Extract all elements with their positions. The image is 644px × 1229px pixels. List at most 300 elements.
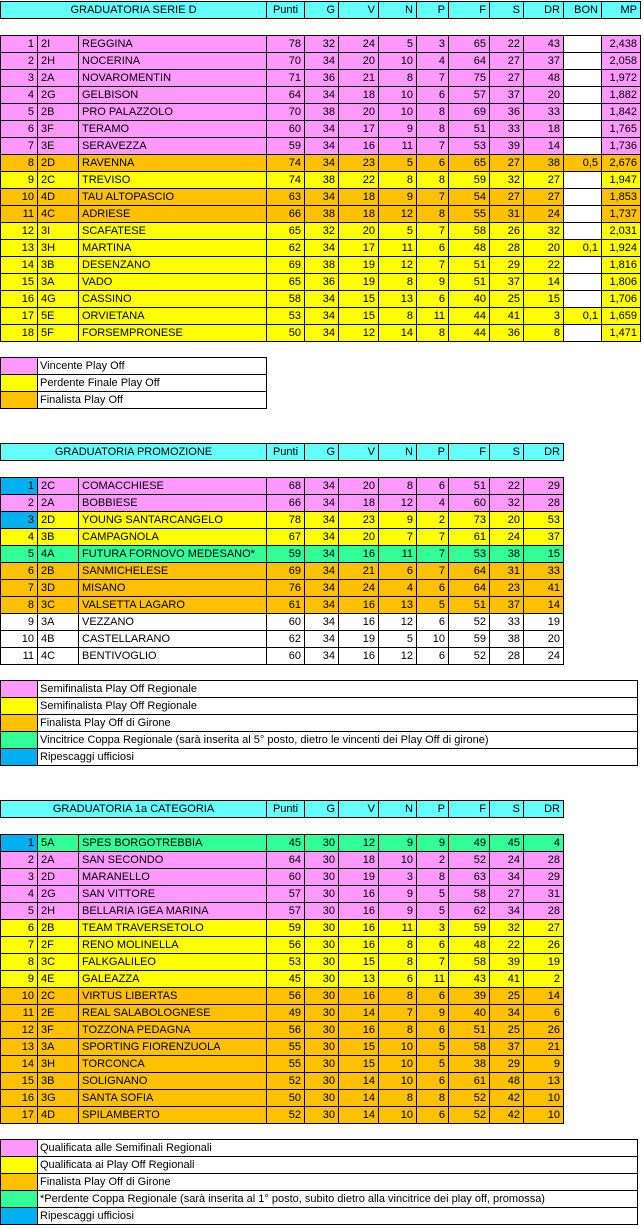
stat-cell: 14 [524, 597, 564, 614]
stat-cell: 1,842 [602, 104, 641, 121]
legend-item [1, 1208, 638, 1225]
group-code-cell: 2D [38, 512, 79, 529]
stat-cell: 42 [490, 1090, 524, 1107]
stat-cell: 30 [305, 971, 339, 988]
legend-swatch [1, 681, 38, 698]
stat-cell: 51 [449, 274, 490, 291]
rank-cell: 16 [1, 1090, 38, 1107]
group-code-cell: 4A [38, 546, 79, 563]
legend-item [1, 749, 638, 766]
promozione-legend [0, 680, 638, 766]
stat-cell: 6 [417, 1022, 449, 1039]
stat-cell: 9 [524, 1056, 564, 1073]
stat-cell: 57 [449, 87, 490, 104]
legend-item [1, 1140, 638, 1157]
stat-cell [564, 121, 602, 138]
stat-cell: 8 [379, 937, 417, 954]
stat-cell: 6 [379, 971, 417, 988]
stat-cell: 6 [417, 478, 449, 495]
legend-item [1, 392, 267, 409]
stat-cell: 10 [379, 1056, 417, 1073]
stat-cell: 20 [524, 631, 564, 648]
stat-cell: 1,882 [602, 87, 641, 104]
column-header: N [379, 444, 417, 461]
table-row [1, 1107, 564, 1124]
stat-cell: 6 [417, 580, 449, 597]
stat-cell: 65 [449, 36, 490, 53]
column-header: P [417, 801, 449, 818]
table-row [1, 1039, 564, 1056]
stat-cell: 56 [267, 1022, 305, 1039]
rank-cell: 8 [1, 155, 38, 172]
legend-swatch [1, 1208, 38, 1225]
table-row [1, 563, 564, 580]
stat-cell: 22 [490, 36, 524, 53]
stat-cell: 1,736 [602, 138, 641, 155]
stat-cell: 57 [267, 886, 305, 903]
stat-cell: 27 [524, 189, 564, 206]
stat-cell: 59 [267, 546, 305, 563]
stat-cell: 65 [449, 155, 490, 172]
legend-text: Qualificata alle Semifinali Regionali [38, 1140, 638, 1157]
stat-cell: 48 [524, 70, 564, 87]
rank-cell: 2 [1, 852, 38, 869]
stat-cell: 10 [379, 53, 417, 70]
legend-swatch [1, 1140, 38, 1157]
stat-cell: 13 [379, 597, 417, 614]
legend-item [1, 732, 638, 749]
stat-cell: 64 [449, 563, 490, 580]
rank-cell: 10 [1, 189, 38, 206]
table-row [1, 240, 641, 257]
stat-cell: 7 [417, 257, 449, 274]
stat-cell: 0,5 [564, 155, 602, 172]
stat-cell: 59 [449, 920, 490, 937]
group-code-cell: 5E [38, 308, 79, 325]
stat-cell: 5 [417, 886, 449, 903]
rank-cell: 11 [1, 206, 38, 223]
column-header: S [490, 801, 524, 818]
table-row [1, 325, 641, 342]
team-name-cell: FALKGALILEO [79, 954, 267, 971]
stat-cell: 34 [305, 563, 339, 580]
stat-cell: 6 [417, 937, 449, 954]
column-header: DR [524, 2, 564, 19]
stat-cell: 15 [339, 308, 379, 325]
stat-cell: 2 [417, 512, 449, 529]
legend-text: Semifinalista Play Off Regionale [38, 681, 638, 698]
group-code-cell: 4D [38, 189, 79, 206]
stat-cell: 31 [490, 206, 524, 223]
group-code-cell: 3F [38, 121, 79, 138]
table-row [1, 903, 564, 920]
stat-cell: 37 [490, 597, 524, 614]
stat-cell [564, 138, 602, 155]
table-row [1, 920, 564, 937]
stat-cell [564, 172, 602, 189]
team-name-cell: MARTINA [79, 240, 267, 257]
group-code-cell: 2H [38, 903, 79, 920]
column-header: S [490, 2, 524, 19]
stat-cell: 24 [490, 529, 524, 546]
stat-cell: 26 [524, 1022, 564, 1039]
rank-cell: 6 [1, 920, 38, 937]
team-name-cell: GALEAZZA [79, 971, 267, 988]
team-name-cell: TREVISO [79, 172, 267, 189]
table-row [1, 291, 641, 308]
rank-cell: 10 [1, 988, 38, 1005]
stat-cell: 61 [449, 529, 490, 546]
group-code-cell: 3C [38, 597, 79, 614]
stat-cell: 33 [524, 563, 564, 580]
stat-cell: 6 [379, 563, 417, 580]
prima-categoria-legend [0, 1139, 638, 1225]
group-code-cell: 2G [38, 886, 79, 903]
stat-cell: 52 [449, 1107, 490, 1124]
stat-cell: 15 [339, 1056, 379, 1073]
legend-text: Vincitrice Coppa Regionale (sarà inserita al 5° posto, dietro le vincenti dei Play Off di girone) [38, 732, 638, 749]
stat-cell: 8 [379, 1090, 417, 1107]
stat-cell: 7 [417, 223, 449, 240]
stat-cell: 1,806 [602, 274, 641, 291]
group-code-cell: 3H [38, 1056, 79, 1073]
team-name-cell: SANMICHELESE [79, 563, 267, 580]
stat-cell: 22 [339, 172, 379, 189]
stat-cell: 39 [490, 138, 524, 155]
stat-cell: 38 [490, 631, 524, 648]
stat-cell: 12 [379, 614, 417, 631]
stat-cell [564, 223, 602, 240]
rank-cell: 1 [1, 36, 38, 53]
group-code-cell: 4G [38, 291, 79, 308]
column-header: DR [524, 801, 564, 818]
team-name-cell: FUTURA FORNOVO MEDESANO* [79, 546, 267, 563]
table-row [1, 104, 641, 121]
spacer-row [1, 461, 564, 478]
stat-cell: 58 [449, 1039, 490, 1056]
stat-cell: 39 [449, 988, 490, 1005]
team-name-cell: SOLIGNANO [79, 1073, 267, 1090]
stat-cell: 33 [524, 104, 564, 121]
column-header: V [339, 2, 379, 19]
stat-cell: 8 [417, 104, 449, 121]
table-row [1, 1005, 564, 1022]
stat-cell: 16 [339, 886, 379, 903]
legend-swatch [1, 358, 38, 375]
stat-cell: 5 [379, 36, 417, 53]
group-code-cell: 2D [38, 869, 79, 886]
stat-cell: 24 [339, 580, 379, 597]
stat-cell: 52 [267, 1073, 305, 1090]
table-row [1, 886, 564, 903]
stat-cell: 43 [449, 971, 490, 988]
stat-cell: 30 [305, 988, 339, 1005]
team-name-cell: VADO [79, 274, 267, 291]
stat-cell: 32 [490, 172, 524, 189]
stat-cell: 31 [490, 563, 524, 580]
team-name-cell: VALSETTA LAGARO [79, 597, 267, 614]
stat-cell: 1,706 [602, 291, 641, 308]
stat-cell: 30 [305, 954, 339, 971]
stat-cell: 56 [267, 988, 305, 1005]
stat-cell: 31 [524, 886, 564, 903]
stat-cell: 64 [449, 580, 490, 597]
stat-cell: 28 [524, 495, 564, 512]
rank-cell: 12 [1, 1022, 38, 1039]
rank-cell: 2 [1, 53, 38, 70]
stat-cell: 48 [449, 240, 490, 257]
stat-cell: 8 [379, 988, 417, 1005]
stat-cell: 45 [490, 835, 524, 852]
group-code-cell: 3A [38, 274, 79, 291]
stat-cell: 30 [305, 835, 339, 852]
stat-cell: 24 [524, 206, 564, 223]
spacer-cell [1, 461, 564, 478]
team-name-cell: TORCONCA [79, 1056, 267, 1073]
stat-cell: 34 [305, 631, 339, 648]
stat-cell: 6 [417, 1073, 449, 1090]
stat-cell: 2 [417, 852, 449, 869]
table-row [1, 189, 641, 206]
stat-cell: 4 [379, 580, 417, 597]
stat-cell: 8 [417, 869, 449, 886]
stat-cell: 33 [490, 121, 524, 138]
stat-cell: 34 [305, 240, 339, 257]
table-row [1, 835, 564, 852]
rank-cell: 8 [1, 597, 38, 614]
rank-cell: 16 [1, 291, 38, 308]
team-name-cell: SCAFATESE [79, 223, 267, 240]
team-name-cell: MARANELLO [79, 869, 267, 886]
stat-cell: 30 [305, 937, 339, 954]
group-code-cell: 3B [38, 529, 79, 546]
stat-cell: 10 [379, 852, 417, 869]
stat-cell: 23 [339, 155, 379, 172]
table-row [1, 546, 564, 563]
stat-cell: 66 [267, 206, 305, 223]
stat-cell: 34 [490, 1005, 524, 1022]
stat-cell: 76 [267, 580, 305, 597]
group-code-cell: 3E [38, 138, 79, 155]
stat-cell: 74 [267, 172, 305, 189]
stat-cell: 52 [449, 648, 490, 665]
stat-cell: 33 [490, 614, 524, 631]
table-row [1, 1056, 564, 1073]
rank-cell: 4 [1, 886, 38, 903]
stat-cell: 34 [305, 478, 339, 495]
stat-cell: 28 [490, 648, 524, 665]
rank-cell: 18 [1, 325, 38, 342]
table-row [1, 308, 641, 325]
group-code-cell: 4B [38, 631, 79, 648]
stat-cell: 38 [524, 155, 564, 172]
table-row [1, 87, 641, 104]
stat-cell: 26 [524, 937, 564, 954]
rank-cell: 1 [1, 835, 38, 852]
stat-cell: 9 [379, 512, 417, 529]
rank-cell: 9 [1, 172, 38, 189]
rank-cell: 14 [1, 1056, 38, 1073]
rank-cell: 17 [1, 1107, 38, 1124]
rank-cell: 11 [1, 1005, 38, 1022]
stat-cell: 53 [524, 512, 564, 529]
stat-cell: 62 [449, 903, 490, 920]
stat-cell: 16 [339, 546, 379, 563]
stat-cell: 5 [379, 631, 417, 648]
table-row [1, 852, 564, 869]
stat-cell: 30 [305, 886, 339, 903]
stat-cell: 1,924 [602, 240, 641, 257]
group-code-cell: 2C [38, 478, 79, 495]
stat-cell: 48 [449, 937, 490, 954]
stat-cell: 30 [305, 1039, 339, 1056]
team-name-cell: REGGINA [79, 36, 267, 53]
stat-cell: 4 [417, 53, 449, 70]
stat-cell: 1,853 [602, 189, 641, 206]
column-header: BON [564, 2, 602, 19]
stat-cell: 5 [379, 223, 417, 240]
rank-cell: 7 [1, 138, 38, 155]
column-header: N [379, 801, 417, 818]
rank-cell: 12 [1, 223, 38, 240]
stat-cell: 78 [267, 512, 305, 529]
stat-cell: 34 [305, 53, 339, 70]
group-code-cell: 4C [38, 206, 79, 223]
stat-cell: 7 [417, 189, 449, 206]
stat-cell: 14 [339, 1090, 379, 1107]
stat-cell: 64 [449, 53, 490, 70]
stat-cell: 15 [524, 291, 564, 308]
stat-cell: 34 [305, 529, 339, 546]
stat-cell: 27 [490, 886, 524, 903]
table-row [1, 138, 641, 155]
stat-cell: 32 [305, 36, 339, 53]
table-row [1, 257, 641, 274]
rank-cell: 7 [1, 937, 38, 954]
stat-cell [564, 53, 602, 70]
column-header: S [490, 444, 524, 461]
stat-cell: 2,058 [602, 53, 641, 70]
legend-item [1, 1157, 638, 1174]
legend-item [1, 698, 638, 715]
stat-cell: 8 [379, 954, 417, 971]
table-row [1, 155, 641, 172]
stat-cell: 15 [339, 1039, 379, 1056]
column-header: MP [602, 2, 641, 19]
stat-cell: 10 [379, 1107, 417, 1124]
stat-cell: 10 [524, 1107, 564, 1124]
stat-cell: 69 [267, 563, 305, 580]
stat-cell: 16 [339, 138, 379, 155]
stat-cell: 20 [339, 53, 379, 70]
stat-cell: 29 [524, 478, 564, 495]
stat-cell: 9 [417, 274, 449, 291]
group-code-cell: 2G [38, 87, 79, 104]
team-name-cell: BOBBIESE [79, 495, 267, 512]
stat-cell: 2,676 [602, 155, 641, 172]
stat-cell: 1,659 [602, 308, 641, 325]
stat-cell: 19 [339, 869, 379, 886]
stat-cell: 30 [305, 1056, 339, 1073]
stat-cell: 25 [490, 988, 524, 1005]
stat-cell: 14 [524, 138, 564, 155]
table-row [1, 53, 641, 70]
column-header: P [417, 2, 449, 19]
stat-cell: 55 [267, 1039, 305, 1056]
team-name-cell: ORVIETANA [79, 308, 267, 325]
stat-cell: 59 [449, 631, 490, 648]
stat-cell: 51 [449, 1022, 490, 1039]
stat-cell: 6 [417, 614, 449, 631]
stat-cell: 34 [305, 87, 339, 104]
table-title: GRADUATORIA SERIE D [1, 2, 267, 19]
stat-cell: 18 [524, 121, 564, 138]
spacer-cell [1, 19, 641, 36]
stat-cell: 11 [379, 546, 417, 563]
stat-cell: 23 [490, 580, 524, 597]
stat-cell: 38 [305, 104, 339, 121]
stat-cell: 56 [267, 937, 305, 954]
stat-cell: 60 [267, 121, 305, 138]
stat-cell: 71 [267, 70, 305, 87]
stat-cell: 59 [449, 172, 490, 189]
stat-cell: 28 [524, 852, 564, 869]
legend-swatch [1, 715, 38, 732]
table-row [1, 954, 564, 971]
stat-cell: 19 [339, 631, 379, 648]
stat-cell: 17 [339, 121, 379, 138]
spacer-cell [1, 818, 564, 835]
stat-cell: 34 [305, 325, 339, 342]
stat-cell: 36 [305, 274, 339, 291]
rank-cell: 10 [1, 631, 38, 648]
group-code-cell: 5F [38, 325, 79, 342]
rank-cell: 4 [1, 529, 38, 546]
column-header: Punti [267, 801, 305, 818]
stat-cell: 7 [417, 563, 449, 580]
table-header-row [1, 444, 564, 461]
stat-cell: 27 [490, 189, 524, 206]
stat-cell: 52 [449, 852, 490, 869]
stat-cell: 11 [417, 971, 449, 988]
column-header: G [305, 2, 339, 19]
stat-cell: 78 [267, 36, 305, 53]
stat-cell: 37 [490, 1039, 524, 1056]
stat-cell: 14 [339, 1005, 379, 1022]
stat-cell: 41 [490, 308, 524, 325]
team-name-cell: SAN SECONDO [79, 852, 267, 869]
stat-cell: 37 [490, 274, 524, 291]
stat-cell: 18 [339, 87, 379, 104]
stat-cell: 11 [379, 920, 417, 937]
group-code-cell: 2C [38, 988, 79, 1005]
stat-cell: 36 [490, 104, 524, 121]
rank-cell: 13 [1, 240, 38, 257]
legend-swatch [1, 732, 38, 749]
rank-cell: 15 [1, 1073, 38, 1090]
stat-cell: 22 [490, 937, 524, 954]
column-header: G [305, 801, 339, 818]
stat-cell: 34 [305, 614, 339, 631]
table-row [1, 512, 564, 529]
table-header-row [1, 2, 641, 19]
table-row [1, 971, 564, 988]
rank-cell: 13 [1, 1039, 38, 1056]
stat-cell: 11 [417, 308, 449, 325]
stat-cell: 37 [524, 53, 564, 70]
stat-cell: 45 [267, 835, 305, 852]
stat-cell: 34 [305, 291, 339, 308]
